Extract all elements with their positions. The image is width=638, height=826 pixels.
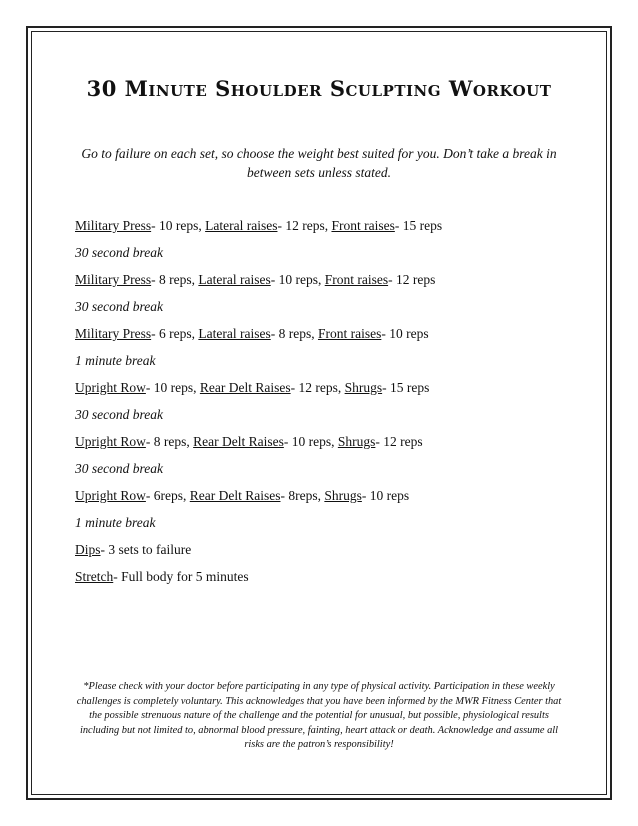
exercise-name: Lateral raises	[205, 218, 278, 233]
workout-list	[75, 215, 575, 593]
exercise-name: Lateral raises	[198, 326, 271, 341]
exercise-line	[75, 566, 575, 593]
break-line: 30 second break	[75, 299, 163, 314]
intro-text: Go to failure on each set, so choose the weight best suited for you. Don’t take a break in between sets unless stated.	[81, 146, 557, 180]
exercise-detail: - 6reps,	[145, 488, 190, 503]
exercise-line	[75, 269, 575, 296]
exercise-line	[75, 485, 575, 512]
exercise-name: Shrugs	[337, 434, 376, 449]
exercise-detail: - 10 reps,	[283, 434, 338, 449]
exercise-name: Shrugs	[324, 488, 362, 503]
exercise-line	[75, 215, 575, 242]
exercise-name: Front raises	[331, 218, 395, 233]
exercise-detail: - 8reps,	[280, 488, 325, 503]
break-line: 1 minute break	[75, 515, 156, 530]
exercise-name: Stretch	[75, 569, 114, 584]
exercise-detail: - 10 reps,	[151, 218, 206, 233]
exercise-name: Military Press	[75, 272, 152, 287]
exercise-line	[75, 377, 575, 404]
exercise-name: Upright Row	[75, 434, 146, 449]
page-title: 30 Minute Shoulder Sculpting Workout	[86, 76, 552, 101]
exercise-detail: - 8 reps,	[270, 326, 318, 341]
break-line: 30 second break	[75, 245, 163, 260]
exercise-name: Upright Row	[75, 488, 146, 503]
exercise-line	[75, 323, 575, 350]
exercise-line	[75, 539, 575, 566]
break-line: 1 minute break	[75, 353, 156, 368]
exercise-detail: - 6 reps,	[151, 326, 199, 341]
exercise-detail: - 12 reps,	[277, 218, 332, 233]
exercise-line	[75, 431, 575, 458]
exercise-detail: - 3 sets to failure	[100, 542, 192, 557]
exercise-detail: - Full body for 5 minutes	[113, 569, 249, 584]
exercise-name: Upright Row	[75, 380, 146, 395]
exercise-name: Shrugs	[344, 380, 383, 395]
break-line: 30 second break	[75, 461, 163, 476]
exercise-detail: - 8 reps,	[145, 434, 194, 449]
exercise-name: Military Press	[75, 326, 152, 341]
exercise-detail: - 15 reps	[394, 218, 443, 233]
exercise-name: Dips	[75, 542, 101, 557]
exercise-name: Military Press	[75, 218, 152, 233]
exercise-name: Rear Delt Raises	[199, 380, 291, 395]
exercise-detail: - 12 reps	[388, 272, 436, 287]
exercise-name: Front raises	[317, 326, 382, 341]
exercise-name: Lateral raises	[198, 272, 271, 287]
exercise-detail: - 12 reps	[375, 434, 423, 449]
exercise-detail: - 12 reps,	[290, 380, 345, 395]
exercise-name: Rear Delt Raises	[189, 488, 281, 503]
break-line: 30 second break	[75, 407, 163, 422]
exercise-detail: - 15 reps	[382, 380, 430, 395]
exercise-detail: - 10 reps,	[145, 380, 200, 395]
exercise-detail: - 8 reps,	[151, 272, 199, 287]
exercise-detail: - 10 reps	[361, 488, 410, 503]
exercise-detail: - 10 reps	[381, 326, 429, 341]
exercise-name: Rear Delt Raises	[193, 434, 284, 449]
exercise-name: Front raises	[324, 272, 389, 287]
disclaimer-text: *Please check with your doctor before participating in any type of physical activity. Participation in these weekly challenges is completely voluntary. This acknowledges that you have been informed by the MWR Fitness Center that the possible strenuous nature of the challenge and the potential for unusual, but possible, physiological results including but not limited to, abnormal blood pressure, fainting, heart attack or death. Acknowledge and assume all risks are the patron’s responsibility!	[76, 681, 562, 751]
exercise-detail: - 10 reps,	[270, 272, 325, 287]
